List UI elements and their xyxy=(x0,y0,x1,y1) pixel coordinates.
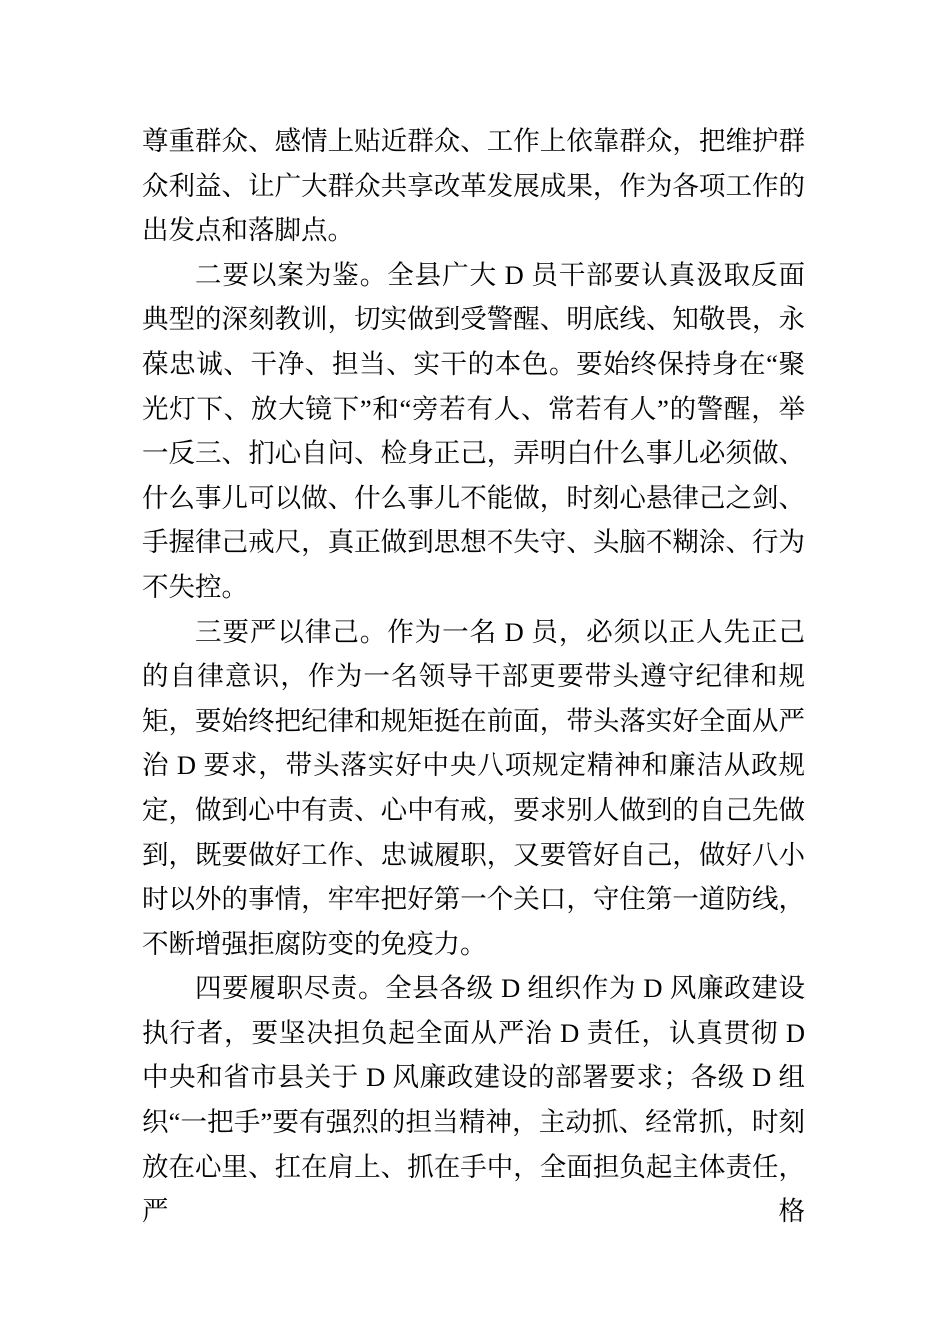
document-body-text xyxy=(142,119,805,1234)
paragraph-point-two: 二要以案为鉴。全县广大 D 员干部要认真汲取反面典型的深刻教训，切实做到受警醒、明底线、知敬畏，永葆忠诚、干净、担当、实干的本色。要始终保持身在“聚光灯下、放大镜下”和“旁若有人、常若有人”的警醒，举一反三、扪心自问、检身正己，弄明白什么事儿必须做、什么事儿可以做、什么事儿不能做，时刻心悬律己之剑、手握律己戒尺，真正做到思想不失守、头脑不糊涂、行为不失控。 xyxy=(142,259,805,602)
paragraph-continuation: 尊重群众、感情上贴近群众、工作上依靠群众，把维护群众利益、让广大群众共享改革发展成果，作为各项工作的出发点和落脚点。 xyxy=(142,126,805,246)
paragraph-point-three: 三要严以律己。作为一名 D 员，必须以正人先正己的自律意识，作为一名领导干部更要带头遵守纪律和规矩，要始终把纪律和规矩挺在前面，带头落实好全面从严治 D 要求，带头落实好中央八项规定精神和廉洁从政规定，做到心中有责、心中有戒，要求别人做到的自己先做到，既要做好工作、忠诚履职，又要管好自己，做好八小时以外的事情，牢牢把好第一个关口，守住第一道防线，不断增强拒腐防变的免疫力。 xyxy=(142,616,805,959)
paragraph-point-four: 四要履职尽责。全县各级 D 组织作为 D 风廉政建设执行者，要坚决担负起全面从严治 D 责任，认真贯彻 D 中央和省市县关于 D 风廉政建设的部署要求；各级 D 组织“一把手”要有强烈的担当精神，主动抓、经常抓，时刻放在心里、扛在肩上、抓在手中，全面担负起主体责任，严格 xyxy=(142,973,805,1227)
